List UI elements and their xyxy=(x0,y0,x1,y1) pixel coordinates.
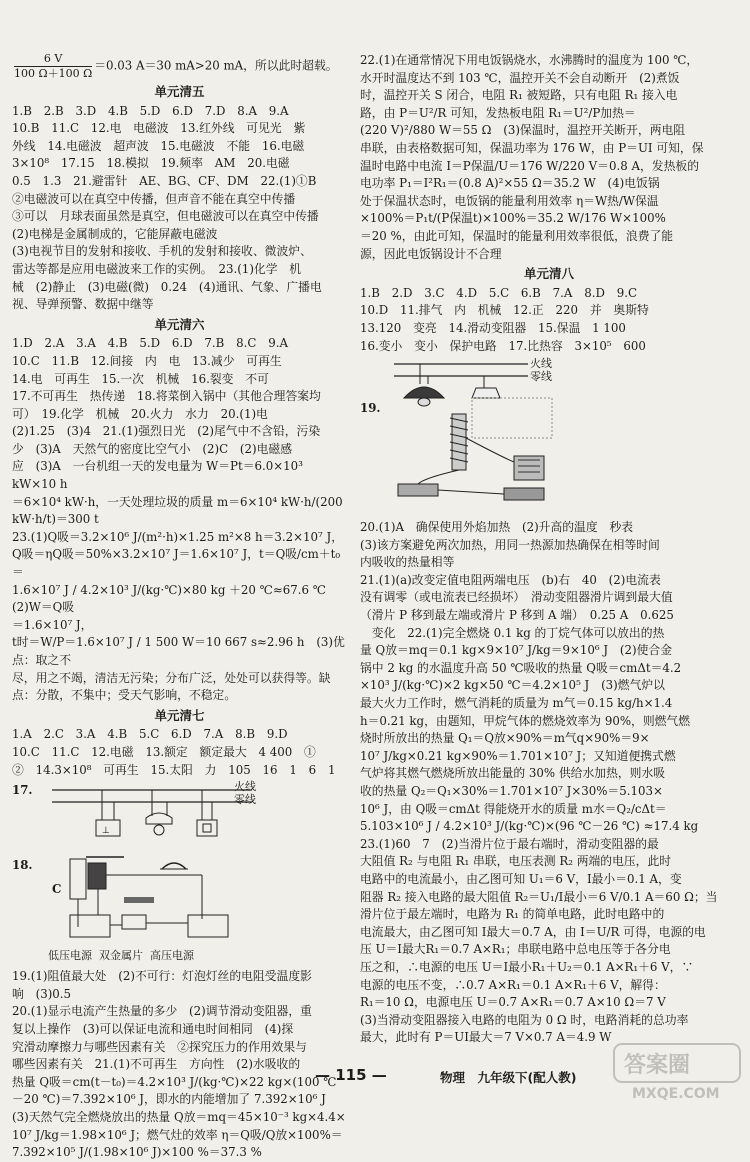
figure-18-label: 18. xyxy=(12,858,33,873)
answer-line: 大阻值 R₂ 与电阻 R₁ 串联，电压表测 R₂ 两端的电压，此时 xyxy=(360,854,672,869)
left-column xyxy=(12,52,347,1162)
answer-line: 没有调零（或电流表已经损坏） 滑动变阻器滑片调到最大值 xyxy=(360,590,673,605)
answer-line: ×100%＝P₁t/(P保温t)×100%＝35.2 W/176 W×100% xyxy=(360,211,666,226)
answer-line: 17.不可再生 热传递 18.将菜倒入锅中（其他合理答案均 xyxy=(12,389,321,404)
answer-line: ＝6×10⁴ kW·h，一天处理垃圾的质量 m＝6×10⁴ kW·h/(200 xyxy=(12,494,343,509)
unit5-title: 单元清五 xyxy=(154,84,205,99)
live-wire-label: 火线 xyxy=(234,780,256,794)
watermark-stamp-icon xyxy=(612,1040,742,1102)
answer-line: 0.5 1.3 21.避雷针 AE、BG、CF、DM 22.(1)①B xyxy=(12,173,317,188)
answer-line: 最大，此时有 P＝UI最大＝7 V×0.7 A＝4.9 W xyxy=(360,1030,612,1045)
answer-line: 1.6×10⁷ J / 4.2×10³ J/(kg·℃)×80 kg ＋20 ℃≈67.6 ℃ (2)W＝Q吸 xyxy=(12,582,338,615)
answer-line: 变化 22.(1)完全燃烧 0.1 kg 的丁烷气体可以放出的热 xyxy=(360,625,665,640)
answer-line: 10.C 11.B 12.间接 内 电 13.减少 可再生 xyxy=(12,353,282,368)
answer-line: 19.(1)阻值最大处 (2)不可行：灯泡灯丝的电阻受温度影 xyxy=(12,969,312,984)
answer-line: 锅中 2 kg 的水温度升高 50 ℃吸收的热量 Q吸＝cmΔt＝4.2 xyxy=(360,660,682,675)
answer-line: 1.D 2.A 3.A 4.B 5.D 6.D 7.B 8.C 9.A xyxy=(12,336,288,351)
overload-result: ＝0.03 A＝30 mA>20 mA，所以此时超载。 xyxy=(94,58,338,73)
answer-line: 电路中的电流最小，由乙图可知 U₁＝6 V，I最小＝0.1 A，变 xyxy=(360,871,682,886)
unit7-title: 单元清七 xyxy=(154,707,205,723)
answer-line: 源，因此电饭锅设计不合理 xyxy=(360,246,502,261)
answer-line: 应 (3)A 一台机组一天的发电量为 W＝Pt＝6.0×10³ kW×10 h xyxy=(12,459,303,492)
right-column xyxy=(360,52,738,1047)
answer-line: 烧时所放出的热量 Q₁＝Q放×90%＝m气q×90%＝9× xyxy=(360,731,650,746)
answer-line: 复以上操作 (3)可以保证电流和通电时间相同 (4)探 xyxy=(12,1021,294,1036)
unit8-answers-continued xyxy=(360,519,738,1047)
answer-line: 10.D 11.排气 内 机械 12.正 220 并 奥斯特 xyxy=(360,303,649,318)
answer-line: 械 (2)静止 (3)电磁(微) 0.24 (4)通讯、气象、广播电 xyxy=(12,279,322,294)
answer-line: 收的热量 Q₂＝Q₁×30%＝1.701×10⁷ J×30%＝5.103× xyxy=(360,784,663,798)
answer-line: 可） 19.化学 机械 20.火力 水力 20.(1)电 xyxy=(12,406,268,421)
answer-line: 点：分散，不集中；受天气影响，不稳定。 xyxy=(12,688,237,703)
answer-line: 1.A 2.C 3.A 4.B 5.C 6.D 7.A 8.B 9.D xyxy=(12,727,288,742)
answer-line: 23.(1)60 7 (2)当滑片位于最右端时，滑动变阻器的最 xyxy=(360,836,659,851)
answer-line: 时，温控开关 S 闭合，电阻 R₁ 被短路，只有电阻 R₁ 接入电 xyxy=(360,88,678,103)
answer-line: 阻器 R₂ 接入电路的最大阻值 R₂＝U₁/I最小＝6 V/0.1 A＝60 Ω；当 xyxy=(360,889,718,904)
answer-line: 20.(1)A 确保使用外焰加热 (2)升高的温度 秒表 xyxy=(360,520,634,535)
answer-line: 10⁶ J，由 Q吸＝cmΔt 得能烧开水的质量 m水＝Q₂/cΔt＝ xyxy=(360,801,667,816)
answer-line: Q吸＝ηQ吸＝50%×3.2×10⁷ J＝1.6×10⁷ J，t＝Q吸/cm＋t₀＝ xyxy=(12,547,341,580)
answer-line: －20 ℃)＝7.392×10⁶ J，即水的内能增加了 7.392×10⁶ J xyxy=(12,1092,326,1107)
contact-c-label: C xyxy=(52,882,62,897)
answer-line: 22.(1)在通常情况下用电饭锅烧水，水沸腾时的温度为 100 ℃， xyxy=(360,53,699,67)
book-tag: 物理 九年级下(配人教) xyxy=(440,1070,577,1085)
answer-line: (3)天然气完全燃烧放出的热量 Q放＝mq＝45×10⁻³ kg×4.4× xyxy=(12,1109,346,1124)
caption-bimetal: 双金属片 xyxy=(99,949,143,963)
answer-line: ＝20 %，由此可知，保温时的能量利用效率很低，浪费了能 xyxy=(360,228,674,243)
answer-line: ＝1.6×10⁷ J， xyxy=(12,617,93,632)
rice-cooker-answer xyxy=(360,52,738,263)
answer-line: 串联，由表格数据可知，保温功率为 176 W，由 P＝UI 可知，保 xyxy=(360,140,704,155)
answer-line: 10.C 11.C 12.电磁 13.额定 额定最大 4 400 ① xyxy=(12,744,316,759)
answer-line: 10⁷ J/kg×0.21 kg×90%＝1.701×10⁷ J；又知道便携式燃 xyxy=(360,748,676,763)
answer-line: 气炉将其燃气燃烧所放出能量的 30% 供给水加热，则水吸 xyxy=(360,766,666,781)
answer-line: 7.392×10⁵ J/(1.98×10⁶ J)×100 %＝37.3 % xyxy=(12,1145,262,1160)
answer-line: ② 14.3×10⁸ 可再生 15.太阳 力 105 16 1 6 1 xyxy=(12,762,336,777)
answer-line: 最大火力工作时，燃气消耗的质量为 m气＝0.15 kg/h×1.4 xyxy=(360,696,673,711)
answer-line: 温时电路中电流 I＝P保温/U＝176 W/220 V＝0.8 A，发热板的 xyxy=(360,158,699,173)
unit6-answers xyxy=(12,335,347,704)
relay-circuit-diagram xyxy=(62,849,262,945)
unit8-answers xyxy=(360,285,738,355)
answer-line: ③可以 月球表面虽然是真空，但电磁波可以在真空中传播 xyxy=(12,209,319,224)
figure-17-label: 17. xyxy=(12,783,33,798)
answer-line: 热量 Q吸＝cm(t－t₀)＝4.2×10³ J/(kg·℃)×22 kg×(100 ℃ xyxy=(12,1074,337,1089)
answer-line: 21.(1)(a)改变定值电阻两端电压 (b)右 40 (2)电流表 xyxy=(360,572,661,587)
answer-line: 1.B 2.D 3.C 4.D 5.C 6.B 7.A 8.D 9.C xyxy=(360,285,637,300)
svg-text:MXQE.COM: MXQE.COM xyxy=(632,1086,720,1102)
figure-18-captions xyxy=(48,947,194,965)
answer-line: R₁＝10 Ω，电源电压 U＝0.7 A×R₁＝0.7 A×10 Ω＝7 V xyxy=(360,995,666,1010)
answer-line: 10⁷ J/kg＝1.98×10⁶ J；燃气灶的效率 η＝Q吸/Q放×100%＝ xyxy=(12,1127,343,1142)
watermark-logo xyxy=(612,1040,742,1102)
answer-line: 1.B 2.B 3.D 4.B 5.D 6.D 7.D 8.A 9.A xyxy=(12,103,289,118)
fraction-denominator: 100 Ω＋100 Ω xyxy=(14,67,93,80)
answer-line: 尽，用之不竭，清洁无污染；分布广泛，处处可以获得等。缺 xyxy=(12,670,331,685)
answer-line: (3)当滑动变阻器接入电路的电阻为 0 Ω 时，电路消耗的总功率 xyxy=(360,1012,689,1027)
answer-line: 23.(1)Q吸＝3.2×10⁶ J/(m²·h)×1.25 m²×8 h＝3.2×10⁷ J， xyxy=(12,529,344,544)
answer-line: 处于保温状态时，电饭锅的能量利用效率 η＝W热/W保温 xyxy=(360,193,659,208)
answer-line: 压之和，∴电源的电压 U＝I最小R₁＋U₂＝0.1 A×R₁＋6 V，∵ xyxy=(360,959,694,974)
answer-line: 电源的电压不变，∴0.7 A×R₁＝0.1 A×R₁＋6 V，解得： xyxy=(360,977,666,992)
answer-line: 3×10⁸ 17.15 18.模拟 19.频率 AM 20.电磁 xyxy=(12,156,290,171)
fraction xyxy=(14,52,92,81)
wiring-diagram-17 xyxy=(42,782,302,844)
answer-line: 电功率 P₁＝I²R₁＝(0.8 A)²×55 Ω＝35.2 W (4)电饭锅 xyxy=(360,176,660,191)
answer-line: 5.103×10⁶ J / 4.2×10³ J/(kg·℃)×(96 ℃－26 ℃) ≈17.4 kg xyxy=(360,819,699,834)
answer-line: 路，由 P＝U²/R 可知，发热板电阻 R₁＝U²/P加热＝ xyxy=(360,105,636,120)
answer-line: 响 (3)0.5 xyxy=(12,986,72,1001)
caption-low-voltage: 低压电源 xyxy=(48,949,92,963)
answer-line: kW·h/t)＝300 t xyxy=(12,512,99,527)
unit8-title: 单元清八 xyxy=(523,266,574,282)
answer-line: 水开时温度达不到 103 ℃，温控开关不会自动断开 (2)煮饭 xyxy=(360,70,680,85)
answer-line: 少 (3)A 天然气的密度比空气小 (2)C (2)电磁感 xyxy=(12,441,293,456)
answer-line: h＝0.21 kg，由题知，甲烷气体的燃烧效率为 90%，则燃气燃 xyxy=(360,713,691,728)
svg-text:答案圈: 答案圈 xyxy=(624,1053,691,1078)
answer-line: 滑片位于最左端时，电路为 R₁ 的简单电路，此时电路中的 xyxy=(360,907,665,922)
answer-line: 压 U＝I最大R₁＝0.7 A×R₁；串联电路中总电压等于各分电 xyxy=(360,942,671,957)
unit5-answers xyxy=(12,103,347,314)
lamp-electromagnet-diagram xyxy=(384,358,644,516)
neutral-wire-label: 零线 xyxy=(234,793,256,807)
answer-line: 10.B 11.C 12.电 电磁波 13.红外线 可见光 紫 xyxy=(12,121,306,136)
answer-line: (2)1.25 (3)4 21.(1)强烈日光 (2)尾气中不含铅，污染 xyxy=(12,424,321,439)
caption-high-voltage: 高压电源 xyxy=(150,949,194,963)
fraction-numerator: 6 V xyxy=(14,52,92,67)
page-number: — 115 — xyxy=(315,1066,387,1084)
answer-line: 电流最大，由乙图可知 I最大＝0.7 A，由 I＝U/R 可得，电源的电 xyxy=(360,924,706,939)
answer-line: (3)该方案避免两次加热，用同一热源加热确保在相等时间 xyxy=(360,537,660,552)
answer-line: 视、导弹预警、数据中继等 xyxy=(12,297,154,312)
answer-line: （滑片 P 移到最左端或滑片 P 移到 A 端） 0.25 A 0.625 xyxy=(360,608,674,623)
answer-line: 14.电 可再生 15.一次 机械 16.裂变 不可 xyxy=(12,371,269,386)
figure-18 xyxy=(12,847,347,965)
live-wire-label: 火线 xyxy=(530,357,552,371)
answer-line: 量 Q放＝mq＝0.1 kg×9×10⁷ J/kg＝9×10⁶ J (2)使合金 xyxy=(360,643,673,658)
figure-17 xyxy=(12,782,347,844)
answer-line: (2)电梯是金属制成的，它能屏蔽电磁波 xyxy=(12,226,218,241)
unit7-answers xyxy=(12,726,347,779)
answer-line: 内吸收的热量相等 xyxy=(360,555,455,570)
answer-line: 20.(1)显示电流产生热量的多少 (2)调节滑动变阻器，重 xyxy=(12,1004,312,1019)
figure-19 xyxy=(360,358,738,516)
answer-line: ②电磁波可以在真空中传播，但声音不能在真空中传播 xyxy=(12,191,296,206)
unit7-answers-continued xyxy=(12,968,347,1162)
answer-line: (3)电视节目的发射和接收、手机的发射和接收、微波炉、 xyxy=(12,244,312,259)
svg-text:⊥: ⊥ xyxy=(102,826,110,837)
answer-line: 外线 14.电磁波 超声波 15.电磁波 不能 16.电磁 xyxy=(12,138,305,153)
figure-19-label: 19. xyxy=(360,401,381,416)
answer-line: 哪些因素有关 21.(1)不可再生 方向性 (2)水吸收的 xyxy=(12,1057,301,1072)
answer-line: 16.变小 变小 保护电路 17.比热容 3×10⁵ 600 xyxy=(360,338,646,353)
answer-line: t时＝W/P＝1.6×10⁷ J / 1 500 W＝10 667 s≈2.96 h (3)优点：取之不 xyxy=(12,635,345,667)
unit6-title: 单元清六 xyxy=(154,316,205,332)
answer-line: 13.120 变亮 14.滑动变阻器 15.保温 1 100 xyxy=(360,320,626,335)
answer-line: 雷达等都是应用电磁波来工作的实例。 23.(1)化学 机 xyxy=(12,261,302,276)
overload-calc xyxy=(12,52,347,81)
neutral-wire-label: 零线 xyxy=(530,370,552,384)
answer-line: (220 V)²/880 W＝55 Ω (3)保温时，温控开关断开，两电阻 xyxy=(360,123,686,138)
answer-line: ×10³ J/(kg·℃)×2 kg×50 ℃＝4.2×10⁵ J (3)燃气炉以 xyxy=(360,678,665,693)
answer-line: 究滑动摩擦力与哪些因素有关 ②探究压力的作用效果与 xyxy=(12,1039,307,1054)
